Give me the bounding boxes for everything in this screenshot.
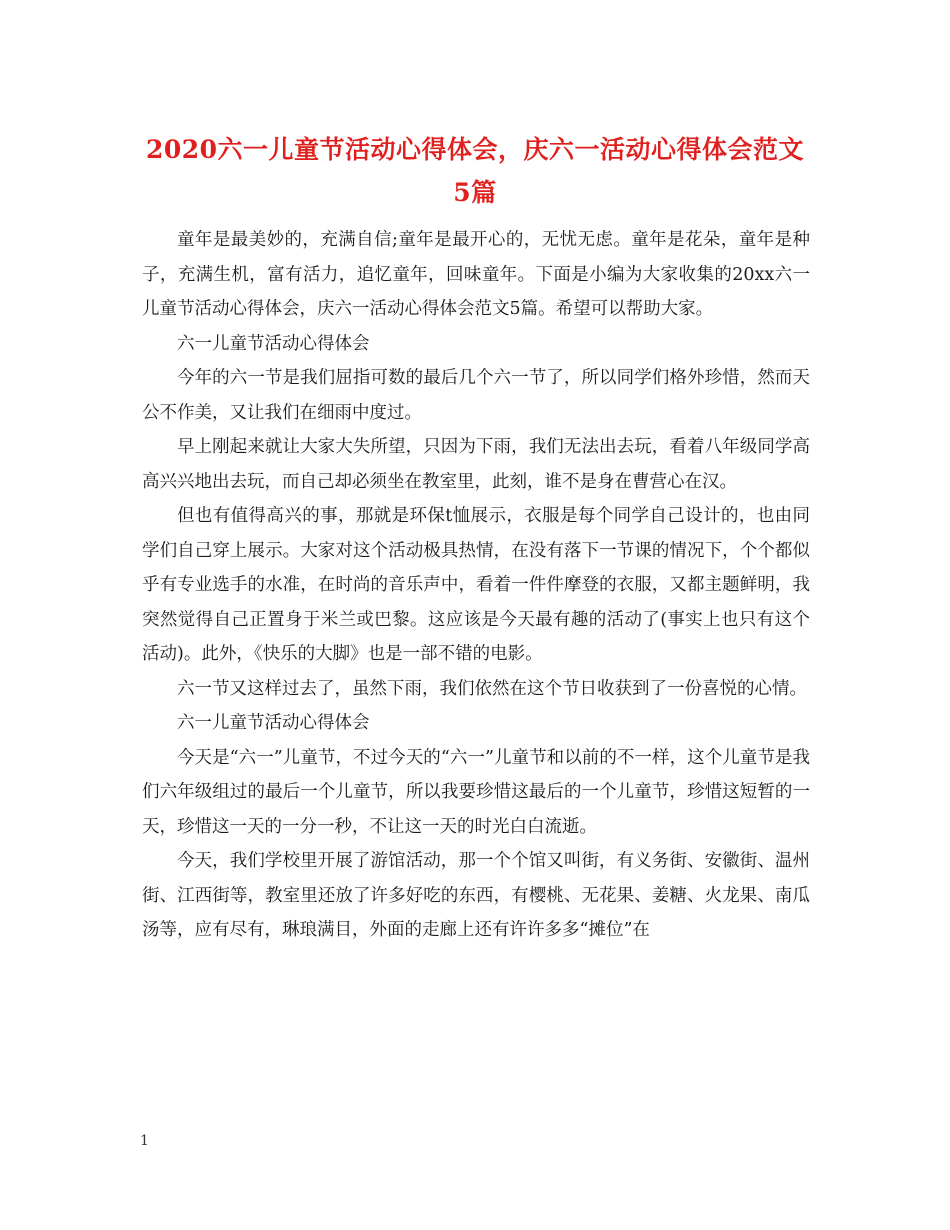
document-body: [142, 223, 810, 948]
page-number: 1: [140, 1133, 149, 1149]
body-paragraph: 今天，我们学校里开展了游馆活动，那一个个馆又叫街，有义务街、安徽街、温州街、江西街等，教室里还放了许多好吃的东西，有樱桃、无花果、姜糖、火龙果、南瓜汤等，应有尽有，琳琅满目，外面的走廊上还有许许多多“摊位”在: [142, 851, 810, 940]
section-heading: 六一儿童节活动心得体会: [177, 333, 370, 354]
body-paragraph: 今年的六一节是我们屈指可数的最后几个六一节了，所以同学们格外珍惜，然而天公不作美，又让我们在细雨中度过。: [142, 368, 810, 423]
section-heading: 六一儿童节活动心得体会: [177, 713, 370, 733]
body-paragraph: 但也有值得高兴的事，那就是环保t恤展示，衣服是每个同学自己设计的，也由同学们自己穿上展示。大家对这个活动极具热情，在没有落下一节课的情况下，个个都似乎有专业选手的水准，在时尚的音乐声中，看着一件件摩登的衣服，又都主题鲜明，我突然觉得自己正置身于米兰或巴黎。这应该是今天最有趣的活动了(事实上也只有这个活动)。此外，《快乐的大脚》也是一部不错的电影。: [142, 506, 810, 664]
body-paragraph: 六一节又这样过去了，虽然下雨，我们依然在这个节日收获到了一份喜悦的心情。: [177, 678, 807, 699]
intro-paragraph: 童年是最美妙的，充满自信;童年是最开心的，无忧无虑。童年是花朵，童年是种子，充满生机，富有活力，追忆童年，回味童年。下面是小编为大家收集的20xx六一儿童节活动心得体会，庆六一活动心得体会范文5篇。希望可以帮助大家。: [142, 230, 810, 319]
document-title: 2020六一儿童节活动心得体会，庆六一活动心得体会范文5篇: [145, 135, 805, 207]
body-paragraph: 今天是“六一”儿童节，不过今天的“六一”儿童节和以前的不一样，这个儿童节是我们六年级组过的最后一个儿童节，所以我要珍惜这最后的一个儿童节，珍惜这短暂的一天，珍惜这一天的一分一秒，不让这一天的时光白白流逝。: [142, 747, 810, 837]
body-paragraph: 早上刚起来就让大家大失所望，只因为下雨，我们无法出去玩，看着八年级同学高高兴兴地出去玩，而自己却必须坐在教室里，此刻，谁不是身在曹营心在汉。: [142, 437, 810, 492]
